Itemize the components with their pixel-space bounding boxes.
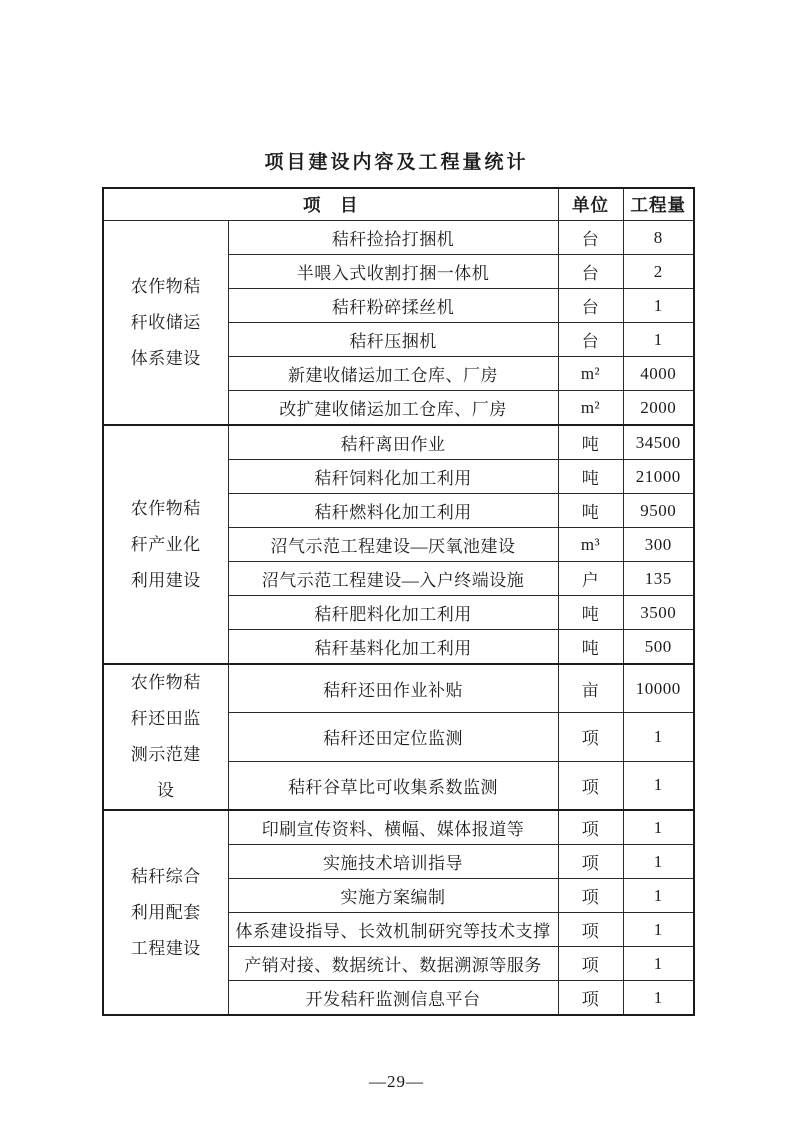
qty-cell: 1 <box>623 289 694 323</box>
unit-cell: m² <box>558 357 623 391</box>
qty-cell: 1 <box>623 323 694 357</box>
item-cell: 体系建设指导、长效机制研究等技术支撑 <box>228 913 558 947</box>
item-cell: 秸秆饲料化加工利用 <box>228 460 558 494</box>
item-cell: 秸秆粉碎揉丝机 <box>228 289 558 323</box>
item-cell: 半喂入式收割打捆一体机 <box>228 255 558 289</box>
page-number: —29— <box>369 1072 424 1091</box>
item-cell: 秸秆燃料化加工利用 <box>228 494 558 528</box>
unit-cell: 项 <box>558 713 623 761</box>
qty-cell: 1 <box>623 879 694 913</box>
item-cell: 沼气示范工程建设—厌氧池建设 <box>228 528 558 562</box>
qty-cell: 21000 <box>623 460 694 494</box>
table-row <box>103 810 694 845</box>
qty-cell: 1 <box>623 981 694 1016</box>
page-title: 项目建设内容及工程量统计 <box>264 152 529 173</box>
qty-cell: 1 <box>623 845 694 879</box>
item-cell: 秸秆肥料化加工利用 <box>228 596 558 630</box>
unit-cell: m² <box>558 391 623 426</box>
item-cell: 实施技术培训指导 <box>228 845 558 879</box>
group-cell <box>103 810 228 1015</box>
group-cell <box>103 664 228 810</box>
unit-cell: 项 <box>558 913 623 947</box>
group-label: 秸秆综合利用配套工程建设 <box>130 866 201 958</box>
unit-cell: 台 <box>558 221 623 255</box>
qty-cell: 4000 <box>623 357 694 391</box>
qty-cell: 8 <box>623 221 694 255</box>
unit-cell: 项 <box>558 879 623 913</box>
item-cell: 新建收储运加工仓库、厂房 <box>228 357 558 391</box>
unit-cell: 台 <box>558 289 623 323</box>
group-label: 农作物秸秆还田监测示范建设 <box>130 673 201 800</box>
table-row <box>103 664 694 713</box>
item-cell: 秸秆还田作业补贴 <box>228 664 558 713</box>
qty-cell: 300 <box>623 528 694 562</box>
item-cell: 秸秆捡拾打捆机 <box>228 221 558 255</box>
item-cell: 沼气示范工程建设—入户终端设施 <box>228 562 558 596</box>
qty-cell: 3500 <box>623 596 694 630</box>
unit-cell: 户 <box>558 562 623 596</box>
group-label: 农作物秸秆收储运体系建设 <box>130 276 201 368</box>
qty-cell: 2000 <box>623 391 694 426</box>
qty-cell: 500 <box>623 630 694 665</box>
item-cell: 秸秆压捆机 <box>228 323 558 357</box>
unit-cell: 吨 <box>558 425 623 460</box>
qty-cell: 1 <box>623 913 694 947</box>
group-label: 农作物秸秆产业化利用建设 <box>130 498 201 590</box>
item-cell: 产销对接、数据统计、数据溯源等服务 <box>228 947 558 981</box>
unit-cell: 吨 <box>558 460 623 494</box>
qty-cell: 1 <box>623 810 694 845</box>
qty-cell: 2 <box>623 255 694 289</box>
table-row <box>103 425 694 460</box>
table-header-row <box>103 188 694 221</box>
unit-cell: m³ <box>558 528 623 562</box>
header-quantity: 工程量 <box>623 188 694 221</box>
qty-cell: 10000 <box>623 664 694 713</box>
unit-cell: 吨 <box>558 596 623 630</box>
header-unit: 单位 <box>558 188 623 221</box>
item-cell: 秸秆还田定位监测 <box>228 713 558 761</box>
item-cell: 秸秆离田作业 <box>228 425 558 460</box>
table-row <box>103 221 694 255</box>
project-quantity-table <box>102 187 695 1016</box>
qty-cell: 135 <box>623 562 694 596</box>
qty-cell: 1 <box>623 713 694 761</box>
qty-cell: 1 <box>623 761 694 810</box>
group-cell <box>103 425 228 664</box>
group-cell <box>103 221 228 426</box>
unit-cell: 项 <box>558 810 623 845</box>
item-cell: 秸秆基料化加工利用 <box>228 630 558 665</box>
item-cell: 改扩建收储运加工仓库、厂房 <box>228 391 558 426</box>
unit-cell: 项 <box>558 947 623 981</box>
unit-cell: 项 <box>558 845 623 879</box>
item-cell: 实施方案编制 <box>228 879 558 913</box>
unit-cell: 项 <box>558 981 623 1016</box>
item-cell: 印刷宣传资料、横幅、媒体报道等 <box>228 810 558 845</box>
unit-cell: 吨 <box>558 630 623 665</box>
unit-cell: 亩 <box>558 664 623 713</box>
qty-cell: 1 <box>623 947 694 981</box>
unit-cell: 项 <box>558 761 623 810</box>
unit-cell: 台 <box>558 323 623 357</box>
item-cell: 秸秆谷草比可收集系数监测 <box>228 761 558 810</box>
header-item: 项 目 <box>103 188 558 221</box>
qty-cell: 34500 <box>623 425 694 460</box>
unit-cell: 台 <box>558 255 623 289</box>
item-cell: 开发秸秆监测信息平台 <box>228 981 558 1016</box>
unit-cell: 吨 <box>558 494 623 528</box>
qty-cell: 9500 <box>623 494 694 528</box>
